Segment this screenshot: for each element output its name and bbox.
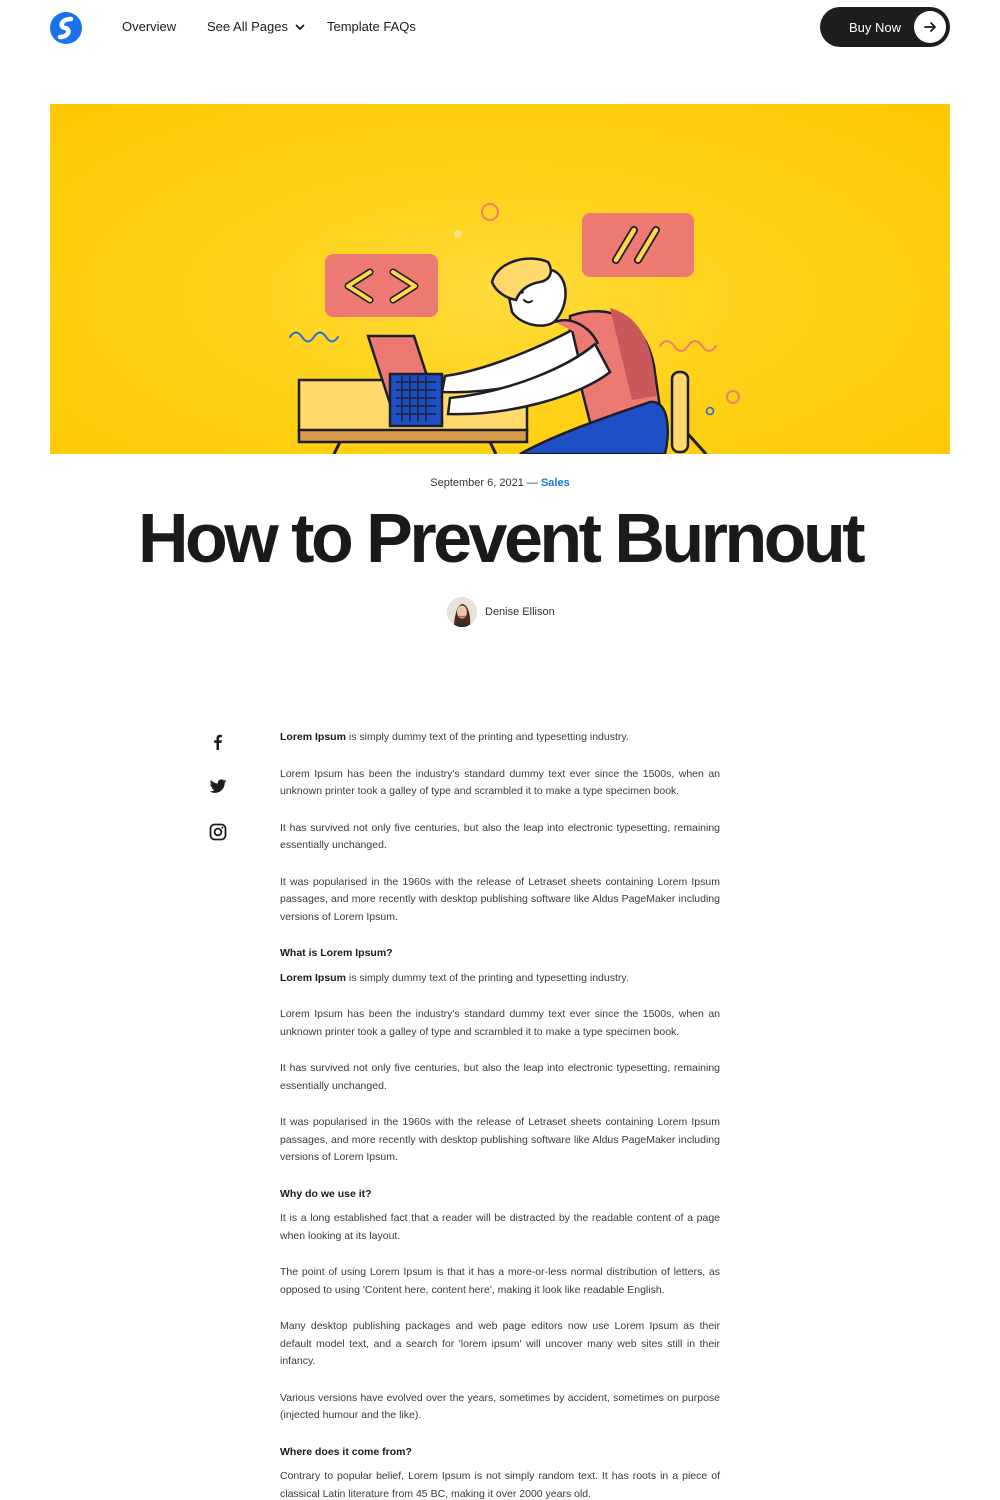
nav-link-overview[interactable]: Overview <box>122 19 177 34</box>
developer-at-laptop-illustration <box>50 104 950 454</box>
article-body <box>280 729 720 1500</box>
brand-logo-icon[interactable] <box>49 11 83 45</box>
facebook-icon[interactable] <box>208 732 228 752</box>
paragraph: Contrary to popular belief, Lorem Ipsum is not simply random text. It has roots in a piece of classical Latin literature from 45 BC, making it over 2000 years old. <box>280 1470 720 1500</box>
twitter-icon[interactable] <box>208 776 228 796</box>
paragraph: Lorem Ipsum has been the industry's standard dummy text ever since the 1500s, when an unknown printer took a galley of type and scrambled it to make a type specimen book. <box>280 1008 720 1038</box>
paragraph: It was popularised in the 1960s with the release of Letraset sheets containing Lorem Ipsum passages, and more recently with desktop publishing software like Aldus PageMaker including versions of Lorem Ipsum. <box>280 1116 720 1163</box>
buy-now-label: Buy Now <box>849 20 902 35</box>
paragraph-text: is simply dummy text of the printing and typesetting industry. <box>345 731 629 743</box>
paragraph-text: is simply dummy text of the printing and typesetting industry. <box>345 971 629 984</box>
paragraph: It is a long established fact that a reader will be distracted by the readable content of a page when looking at its layout. <box>280 1212 720 1242</box>
instagram-icon[interactable] <box>208 822 228 842</box>
arrow-right-icon <box>914 11 946 43</box>
paragraph: Lorem Ipsum has been the industry's standard dummy text ever since the 1500s, when an unknown printer took a galley of type and scrambled it to make a type specimen book. <box>280 767 720 797</box>
bold-term: Lorem Ipsum <box>280 731 346 743</box>
section-heading: Why do we use it? <box>280 1187 372 1200</box>
section-heading: What is Lorem Ipsum? <box>280 947 393 959</box>
post-date: September 6, 2021 <box>430 477 524 489</box>
paragraph: Many desktop publishing packages and web page editors now use Lorem Ipsum as their default model text, and a search for 'lorem ipsum' will uncover many web sites still in their infancy. <box>280 1320 720 1367</box>
hero-illustration <box>50 104 950 454</box>
bold-term: Lorem Ipsum <box>280 971 346 984</box>
paragraph: Various versions have evolved over the years, sometimes by accident, sometimes on purpose (injected humour and the like). <box>280 1391 720 1421</box>
post-meta <box>0 477 1000 489</box>
paragraph: It was popularised in the 1960s with the release of Letraset sheets containing Lorem Ipsum passages, and more recently with desktop publishing software like Aldus PageMaker including versions of Lorem Ipsum. <box>280 875 720 923</box>
top-navigation <box>0 0 1000 56</box>
page-title: How to Prevent Burnout <box>137 499 863 577</box>
paragraph: It has survived not only five centuries, but also the leap into electronic typesetting, remaining essentially unchanged. <box>280 821 720 851</box>
author-name: Denise Ellison <box>485 606 555 618</box>
paragraph <box>280 970 720 988</box>
nav-link-template-faqs[interactable]: Template FAQs <box>327 19 416 34</box>
nav-link-all-pages-label: See All Pages <box>207 19 288 34</box>
paragraph: It has survived not only five centuries, but also the leap into electronic typesetting, remaining essentially unchanged. <box>280 1062 720 1092</box>
paragraph: The point of using Lorem Ipsum is that it has a more-or-less normal distribution of letters, as opposed to using 'Content here, content here', making it look like readable English. <box>280 1266 720 1296</box>
nav-link-all-pages[interactable] <box>207 19 306 34</box>
post-category-link[interactable]: Sales <box>540 477 570 489</box>
paragraph <box>280 729 720 747</box>
avatar <box>447 597 477 627</box>
section-heading: Where does it come from? <box>280 1445 412 1458</box>
buy-now-button[interactable] <box>820 7 950 47</box>
chevron-down-icon <box>294 21 306 33</box>
meta-separator: — <box>523 477 541 489</box>
